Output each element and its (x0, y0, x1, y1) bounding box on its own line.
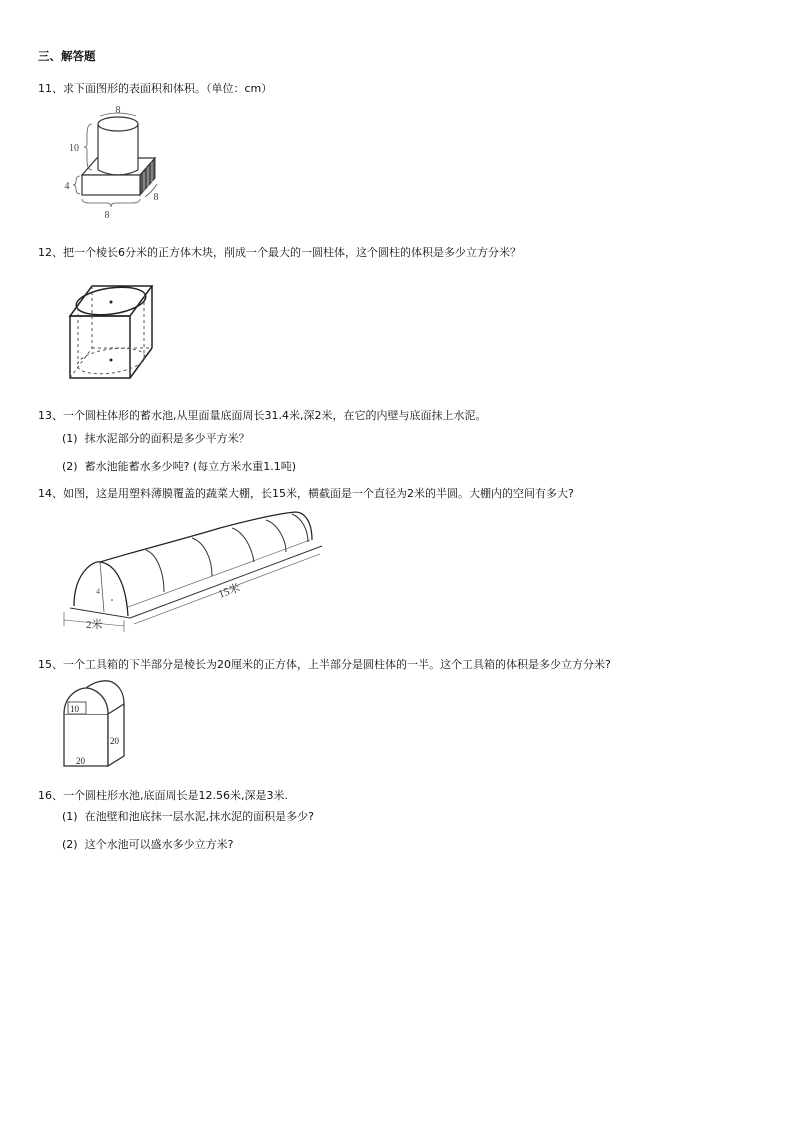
section-title: 三、解答题 (38, 49, 96, 63)
question-12 (38, 244, 521, 260)
figure-cylinder-on-cuboid (60, 100, 170, 225)
question-11 (38, 80, 272, 96)
label-cuboid-height: 4 (64, 181, 70, 192)
question-text: 一个圆柱体形的蓄水池,从里面量底面周长31.4米,深2米，在它的内壁与底面抹上水泥。 (63, 409, 487, 422)
question-text: 求下面图形的表面积和体积。（单位：cm） (63, 82, 273, 95)
question-text: 一个圆柱形水池,底面周长是12.56米,深是3米. (63, 789, 288, 802)
question-text: 把一个棱长6分米的正方体木块，削成一个最大的一圆柱体，这个圆柱的体积是多少立方分米？ (63, 246, 521, 259)
label-diameter: 8 (115, 105, 121, 116)
question-text: 如图，这是用塑料薄膜覆盖的蔬菜大棚，长15米，横截面是一个直径为2米的半圆。大棚内的空间有多大? (63, 487, 574, 500)
question-15 (38, 656, 611, 672)
sub-text: 在池壁和池底抹一层水泥,抹水泥的面积是多少? (84, 810, 314, 823)
question-number: 15、 (38, 658, 63, 671)
question-16-sub-2 (62, 836, 233, 852)
label-length-15m: 15米 (216, 582, 242, 601)
question-number: 11、 (38, 82, 63, 95)
question-number: 12、 (38, 246, 63, 259)
sub-label: (2) (62, 838, 78, 851)
label-length: 8 (104, 210, 110, 221)
question-16-sub-1 (62, 808, 314, 824)
question-13-sub-2 (62, 458, 296, 474)
figure-toolbox (60, 680, 140, 772)
question-13-sub-1 (62, 430, 250, 446)
sub-text: 这个水池可以盛水多少立方米? (84, 838, 234, 851)
figure-greenhouse (60, 500, 325, 640)
label-bottom-width: 20 (76, 756, 85, 766)
sub-label: (1) (62, 810, 78, 823)
figure-cube-with-cylinder (64, 276, 164, 386)
label-height: 10 (69, 143, 79, 154)
sub-label: (1) (62, 432, 78, 445)
question-number: 16、 (38, 789, 63, 802)
sub-text: 抹水泥部分的面积是多少平方米？ (84, 432, 250, 445)
svg-text:4: 4 (96, 587, 100, 596)
label-diameter-2m: 2米 (86, 619, 103, 631)
question-16 (38, 787, 288, 803)
question-number: 13、 (38, 409, 63, 422)
question-14 (38, 485, 574, 501)
sub-label: (2) (62, 460, 78, 473)
label-side-height: 20 (110, 736, 119, 746)
question-text: 一个工具箱的下半部分是棱长为20厘米的正方体，上半部分是圆柱体的一半。这个工具箱的体积是多少立方分米? (63, 658, 611, 671)
label-width: 8 (153, 192, 159, 203)
question-13 (38, 407, 486, 423)
sub-text: 蓄水池能蓄水多少吨? (每立方米水重1.1吨) (84, 460, 297, 473)
question-number: 14、 (38, 487, 63, 500)
label-radius: 10 (70, 704, 79, 714)
